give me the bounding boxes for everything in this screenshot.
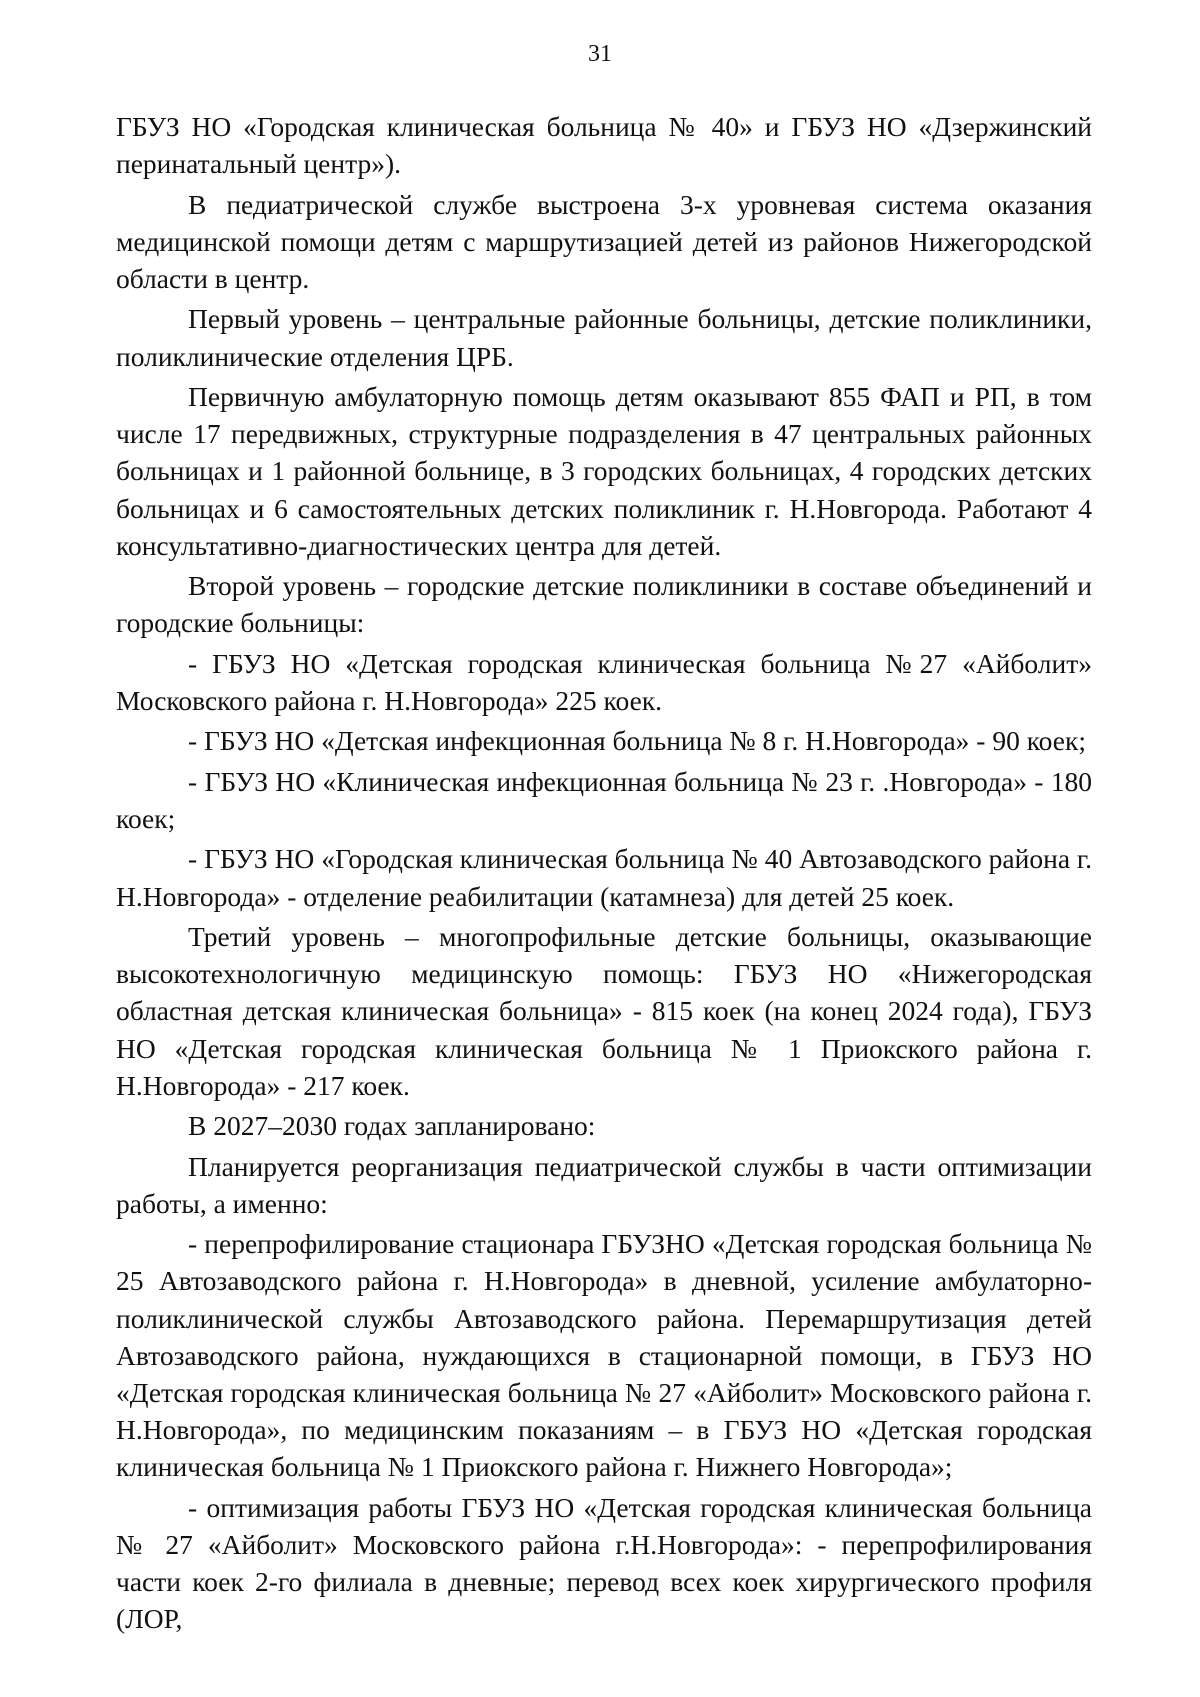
paragraph: Первый уровень – центральные районные больницы, детские поликлиники, поликлинические отделения ЦРБ. <box>116 303 1092 372</box>
paragraph: Третий уровень – многопрофильные детские больницы, оказывающие высокотехнологичную медицинскую помощь: ГБУЗ НО «Нижегородская областная детская клиническая больница» - 815 коек (на конец 2024 года), ГБУЗ НО «Детская городская клиническая больница № 1 Приокского района г. Н.Новгорода» - 217 коек. <box>116 920 1092 1101</box>
paragraph: Второй уровень – городские детские поликлиники в составе объединений и городские больницы: <box>116 570 1092 639</box>
paragraph: ГБУЗ НО «Городская клиническая больница № 40» и ГБУЗ НО «Дзержинский перинатальный центр»). <box>116 111 1092 180</box>
paragraph: Планируется реорганизация педиатрической службы в части оптимизации работы, а именно: <box>116 1150 1092 1219</box>
document-body <box>116 108 1092 1641</box>
list-item: - перепрофилирование стационара ГБУЗНО «Детская городская больница № 25 Автозаводского района г. Н.Новгорода» в дневной, усиление амбулаторно-поликлинической службы Автозаводского района. Перемаршрутизация детей Автозаводского района, нуждающихся в стационарной помощи, в ГБУЗ НО «Детская городская клиническая больница № 27 «Айболит» Московского района г. Н.Новгорода», по медицинским показаниям – в ГБУЗ НО «Детская городская клиническая больница № 1 Приокского района г. Нижнего Новгорода»; <box>116 1228 1092 1483</box>
list-item: - оптимизация работы ГБУЗ НО «Детская городская клиническая больница № 27 «Айболит» Московского района г.Н.Новгорода»: - перепрофилирования части коек 2-го филиала в дневные; перевод всех коек хирургического профиля (ЛОР, <box>116 1491 1092 1635</box>
list-item: - ГБУЗ НО «Клиническая инфекционная больница № 23 г. .Новгорода» - 180 коек; <box>116 765 1092 834</box>
list-item: - ГБУЗ НО «Городская клиническая больница № 40 Автозаводского района г. Н.Новгорода» - отделение реабилитации (катамнеза) для детей 25 коек. <box>116 843 1092 912</box>
paragraph: В педиатрической службе выстроена 3-х уровневая система оказания медицинской помощи детям с маршрутизацией детей из районов Нижегородской области в центр. <box>116 188 1092 294</box>
paragraph: Первичную амбулаторную помощь детям оказывают 855 ФАП и РП, в том числе 17 передвижных, структурные подразделения в 47 центральных районных больницах и 1 районной больнице, в 3 городских больницах, 4 городских детских больницах и 6 самостоятельных детских поликлиник г. Н.Новгорода. Работают 4 консультативно-диагностических центра для детей. <box>116 380 1092 561</box>
page-number: 31 <box>588 41 612 67</box>
paragraph: В 2027–2030 годах запланировано: <box>188 1110 596 1142</box>
list-item: - ГБУЗ НО «Детская инфекционная больница № 8 г. Н.Новгорода» - 90 коек; <box>188 725 1086 757</box>
list-item: - ГБУЗ НО «Детская городская клиническая больница №27 «Айболит» Московского района г. Н.Новгорода» 225 коек. <box>116 647 1092 716</box>
